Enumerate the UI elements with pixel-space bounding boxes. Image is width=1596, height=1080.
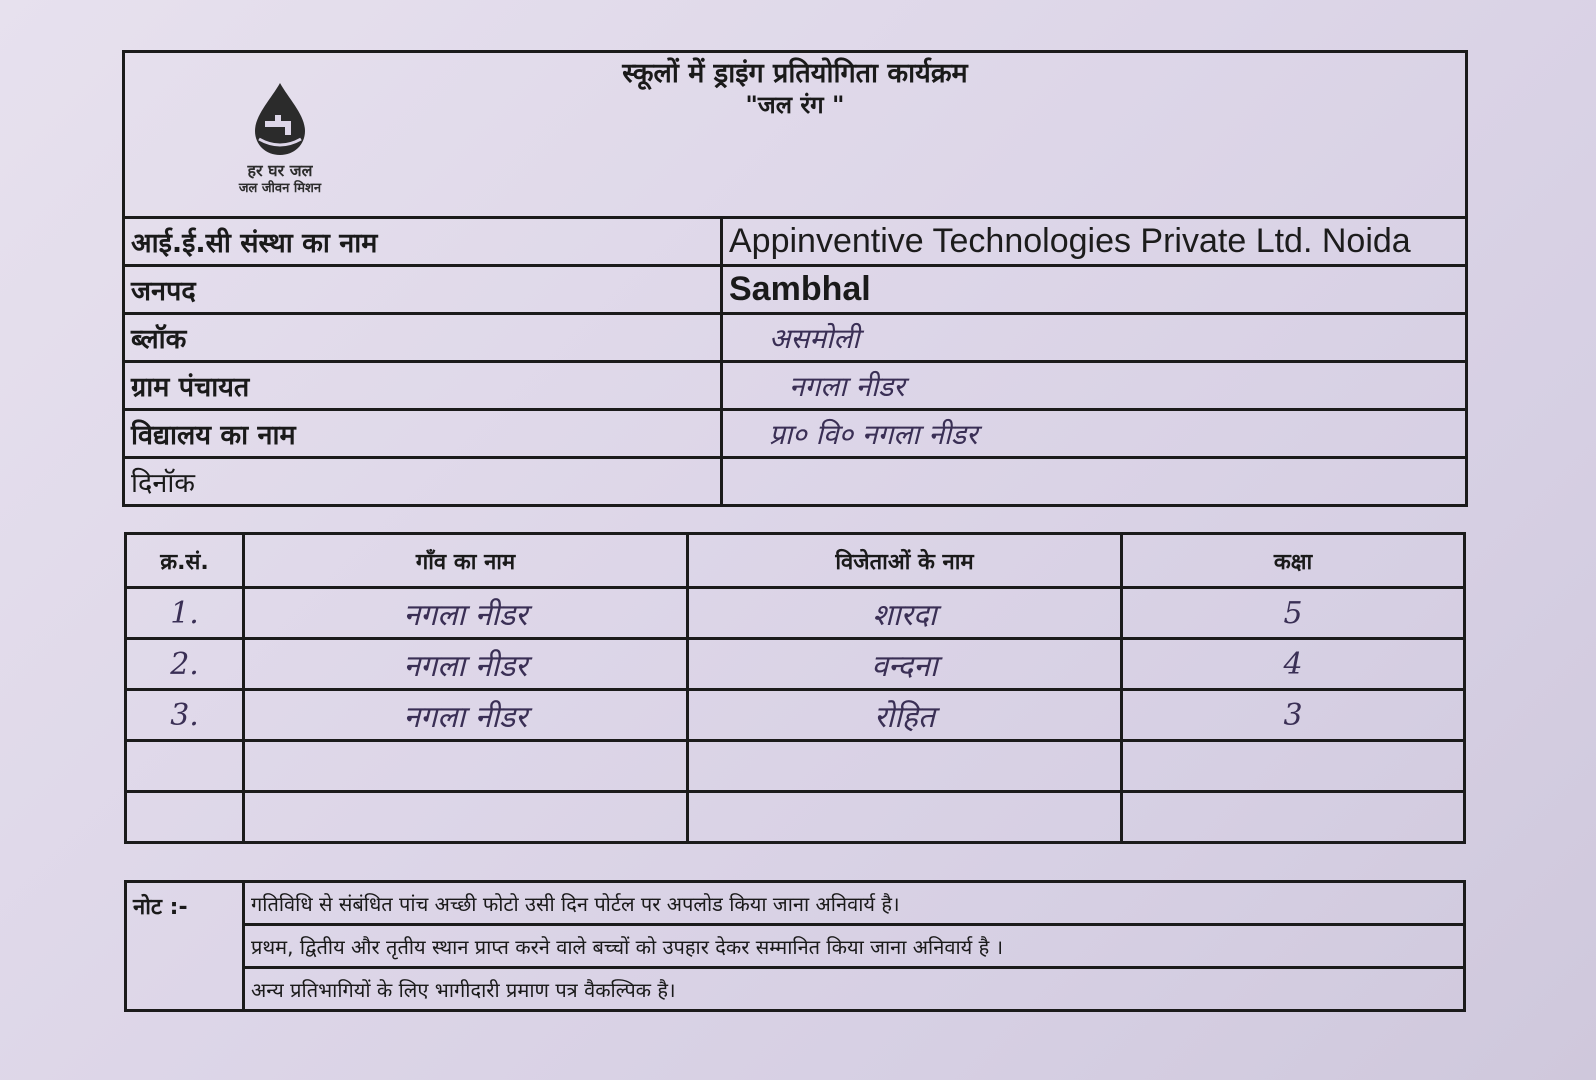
class-cell: 4: [1122, 639, 1465, 690]
winner-name-cell: वन्दना: [688, 639, 1122, 690]
info-value: [722, 266, 1467, 314]
info-row: [124, 362, 1467, 410]
winner-name-cell: शारदा: [688, 588, 1122, 639]
note-item: अन्य प्रतिभागियों के लिए भागीदारी प्रमाण पत्र वैकल्पिक है।: [244, 968, 1465, 1011]
serial-cell: 2.: [126, 639, 244, 690]
winner-name-cell: रोहित: [688, 690, 1122, 741]
class-cell: 3: [1122, 690, 1465, 741]
serial-cell: [126, 741, 244, 792]
serial-cell: 3.: [126, 690, 244, 741]
info-table: [122, 216, 1468, 507]
logo-text-line1: हर घर जल: [247, 161, 313, 180]
column-header: कक्षा: [1122, 534, 1465, 588]
info-row: [124, 458, 1467, 506]
gram-panchayat-name: नगला नीडर: [789, 369, 905, 403]
note-label: नोट :-: [126, 882, 244, 1011]
note-item: गतिविधि से संबंधित पांच अच्छी फोटो उसी दिन पोर्टल पर अपलोड किया जाना अनिवार्य है।: [244, 882, 1465, 925]
village-cell: नगला नीडर: [244, 690, 688, 741]
note-row: [126, 925, 1465, 968]
column-header: गाँव का नाम: [244, 534, 688, 588]
note-row: [126, 882, 1465, 925]
column-header: क्र.सं.: [126, 534, 244, 588]
class-cell: [1122, 741, 1465, 792]
info-value: [722, 410, 1467, 458]
info-row: [124, 410, 1467, 458]
date-value: [722, 458, 1467, 506]
har-ghar-jal-logo: [215, 81, 345, 201]
info-label: जनपद: [124, 266, 722, 314]
info-row: [124, 266, 1467, 314]
winner-name-cell: [688, 741, 1122, 792]
winner-name-cell: [688, 792, 1122, 843]
note-row: [126, 968, 1465, 1011]
info-label: दिनॉक: [124, 458, 722, 506]
form-subtitle: "जल रंग ": [745, 91, 845, 119]
logo-text-line2: जल जीवन मिशन: [238, 181, 322, 196]
info-value: [722, 218, 1467, 266]
info-label: ब्लॉक: [124, 314, 722, 362]
info-value: [722, 362, 1467, 410]
info-label: आई.ई.सी संस्था का नाम: [124, 218, 722, 266]
form-header: [122, 50, 1468, 216]
info-value: [722, 314, 1467, 362]
water-drop-tap-icon: [215, 81, 345, 161]
info-label: विद्यालय का नाम: [124, 410, 722, 458]
serial-cell: [126, 792, 244, 843]
info-row: [124, 314, 1467, 362]
table-row: [126, 588, 1465, 639]
village-cell: नगला नीडर: [244, 588, 688, 639]
notes-table: [124, 880, 1466, 1012]
winners-header-row: [126, 534, 1465, 588]
table-row: [126, 741, 1465, 792]
district-name: Sambhal: [729, 270, 871, 308]
organisation-name: Appinventive Technologies Private Ltd. Noida: [729, 222, 1411, 260]
serial-cell: 1.: [126, 588, 244, 639]
village-cell: नगला नीडर: [244, 639, 688, 690]
class-cell: 5: [1122, 588, 1465, 639]
note-item: प्रथम, द्वितीय और तृतीय स्थान प्राप्त करने वाले बच्चों को उपहार देकर सम्मानित किया जाना अनिवार्य है ।: [244, 925, 1465, 968]
village-cell: [244, 792, 688, 843]
info-row: [124, 218, 1467, 266]
info-label: ग्राम पंचायत: [124, 362, 722, 410]
table-row: [126, 792, 1465, 843]
table-row: [126, 639, 1465, 690]
block-name: असमोली: [769, 321, 860, 355]
winners-table: [124, 532, 1466, 844]
column-header: विजेताओं के नाम: [688, 534, 1122, 588]
table-row: [126, 690, 1465, 741]
village-cell: [244, 741, 688, 792]
class-cell: [1122, 792, 1465, 843]
form-title: स्कूलों में ड्राइंग प्रतियोगिता कार्यक्रम: [622, 58, 968, 89]
school-name: प्रा० वि० नगला नीडर: [769, 417, 978, 451]
